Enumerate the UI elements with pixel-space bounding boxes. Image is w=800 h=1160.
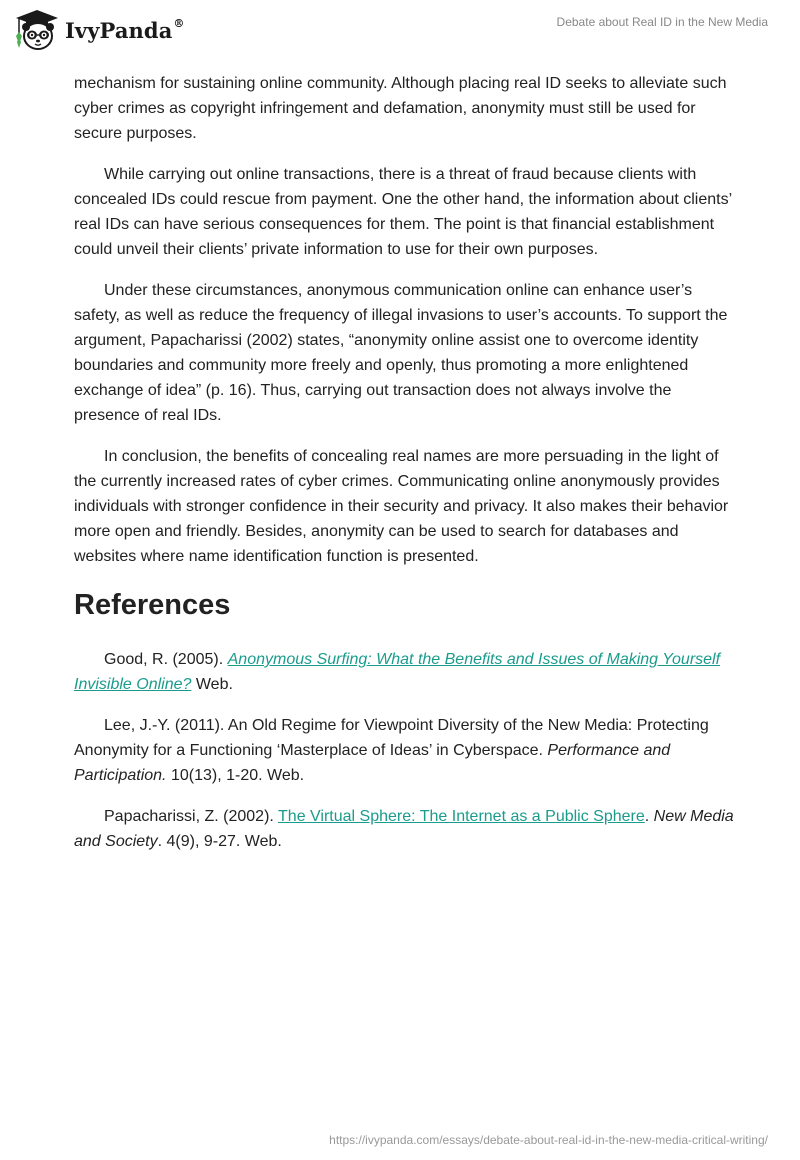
reference-text: Lee, J.-Y. (2011). An Old Regime for Viewpoint Diversity of the New Media: Protecting Anonymity for a Functioning ‘Masterplace of Ideas’ in Cyberspace. xyxy=(74,717,709,759)
reference-entry xyxy=(74,713,734,788)
paragraph: In conclusion, the benefits of concealing real names are more persuading in the light of the currently increased rates of cyber crimes. Communicating online anonymously provides individuals with stronger confidence in their security and privacy. It also makes their behavior more open and friendly. Besides, anonymity can be used to search for databases and websites where name identification function is presented. xyxy=(74,448,729,565)
ivypanda-logo[interactable] xyxy=(14,8,185,52)
registered-mark: ® xyxy=(173,16,185,30)
page-url: https://ivypanda.com/essays/debate-about-real-id-in-the-new-media-critical-writing/ xyxy=(329,1133,768,1147)
essay-content xyxy=(74,71,734,870)
reference-entry xyxy=(74,647,734,697)
reference-text: . 4(9), 9-27. Web. xyxy=(157,833,282,850)
reference-journal: Performance and Participation. xyxy=(74,742,671,784)
reference-text: Papacharissi, Z. (2002). xyxy=(104,808,279,825)
document-title: Debate about Real ID in the New Media xyxy=(556,15,768,29)
page-header xyxy=(0,0,800,62)
reference-text: . xyxy=(644,808,654,825)
reference-link[interactable]: Anonymous Surfing: What the Benefits and Issues of Making Yourself Invisible Online? xyxy=(74,651,721,693)
reference-text: 10(13), 1-20. Web. xyxy=(166,767,305,784)
reference-entry xyxy=(74,804,734,854)
paragraph: mechanism for sustaining online community. Although placing real ID seeks to alleviate such cyber crimes as copyright infringement and defamation, anonymity must still be used for secure purposes. xyxy=(74,75,727,142)
references-heading: References xyxy=(74,589,231,621)
paragraph: Under these circumstances, anonymous communication online can enhance user’s safety, as well as reduce the frequency of illegal invasions to user’s accounts. To support the argument, Papacharissi (2002) states, “anonymity online assist one to overcome identity boundaries and community more freely and openly, thus promoting a more enlightened exchange of idea” (p. 16). Thus, carrying out transaction does not always involve the presence of real IDs. xyxy=(74,282,728,424)
reference-text: Good, R. (2005). xyxy=(104,651,228,668)
reference-link[interactable]: The Virtual Sphere: The Internet as a Public Sphere xyxy=(278,808,645,825)
brand-name: IvyPanda® xyxy=(65,16,185,43)
reference-journal: New Media and Society xyxy=(74,808,734,850)
paragraph: While carrying out online transactions, there is a threat of fraud because clients with concealed IDs could rescue from payment. One the other hand, the information about clients’ real IDs can have serious consequences for them. The point is that financial establishment could unveil their clients’ private information to use for their own purposes. xyxy=(74,166,732,258)
reference-text: Web. xyxy=(191,676,233,693)
panda-graduate-icon xyxy=(14,8,60,52)
